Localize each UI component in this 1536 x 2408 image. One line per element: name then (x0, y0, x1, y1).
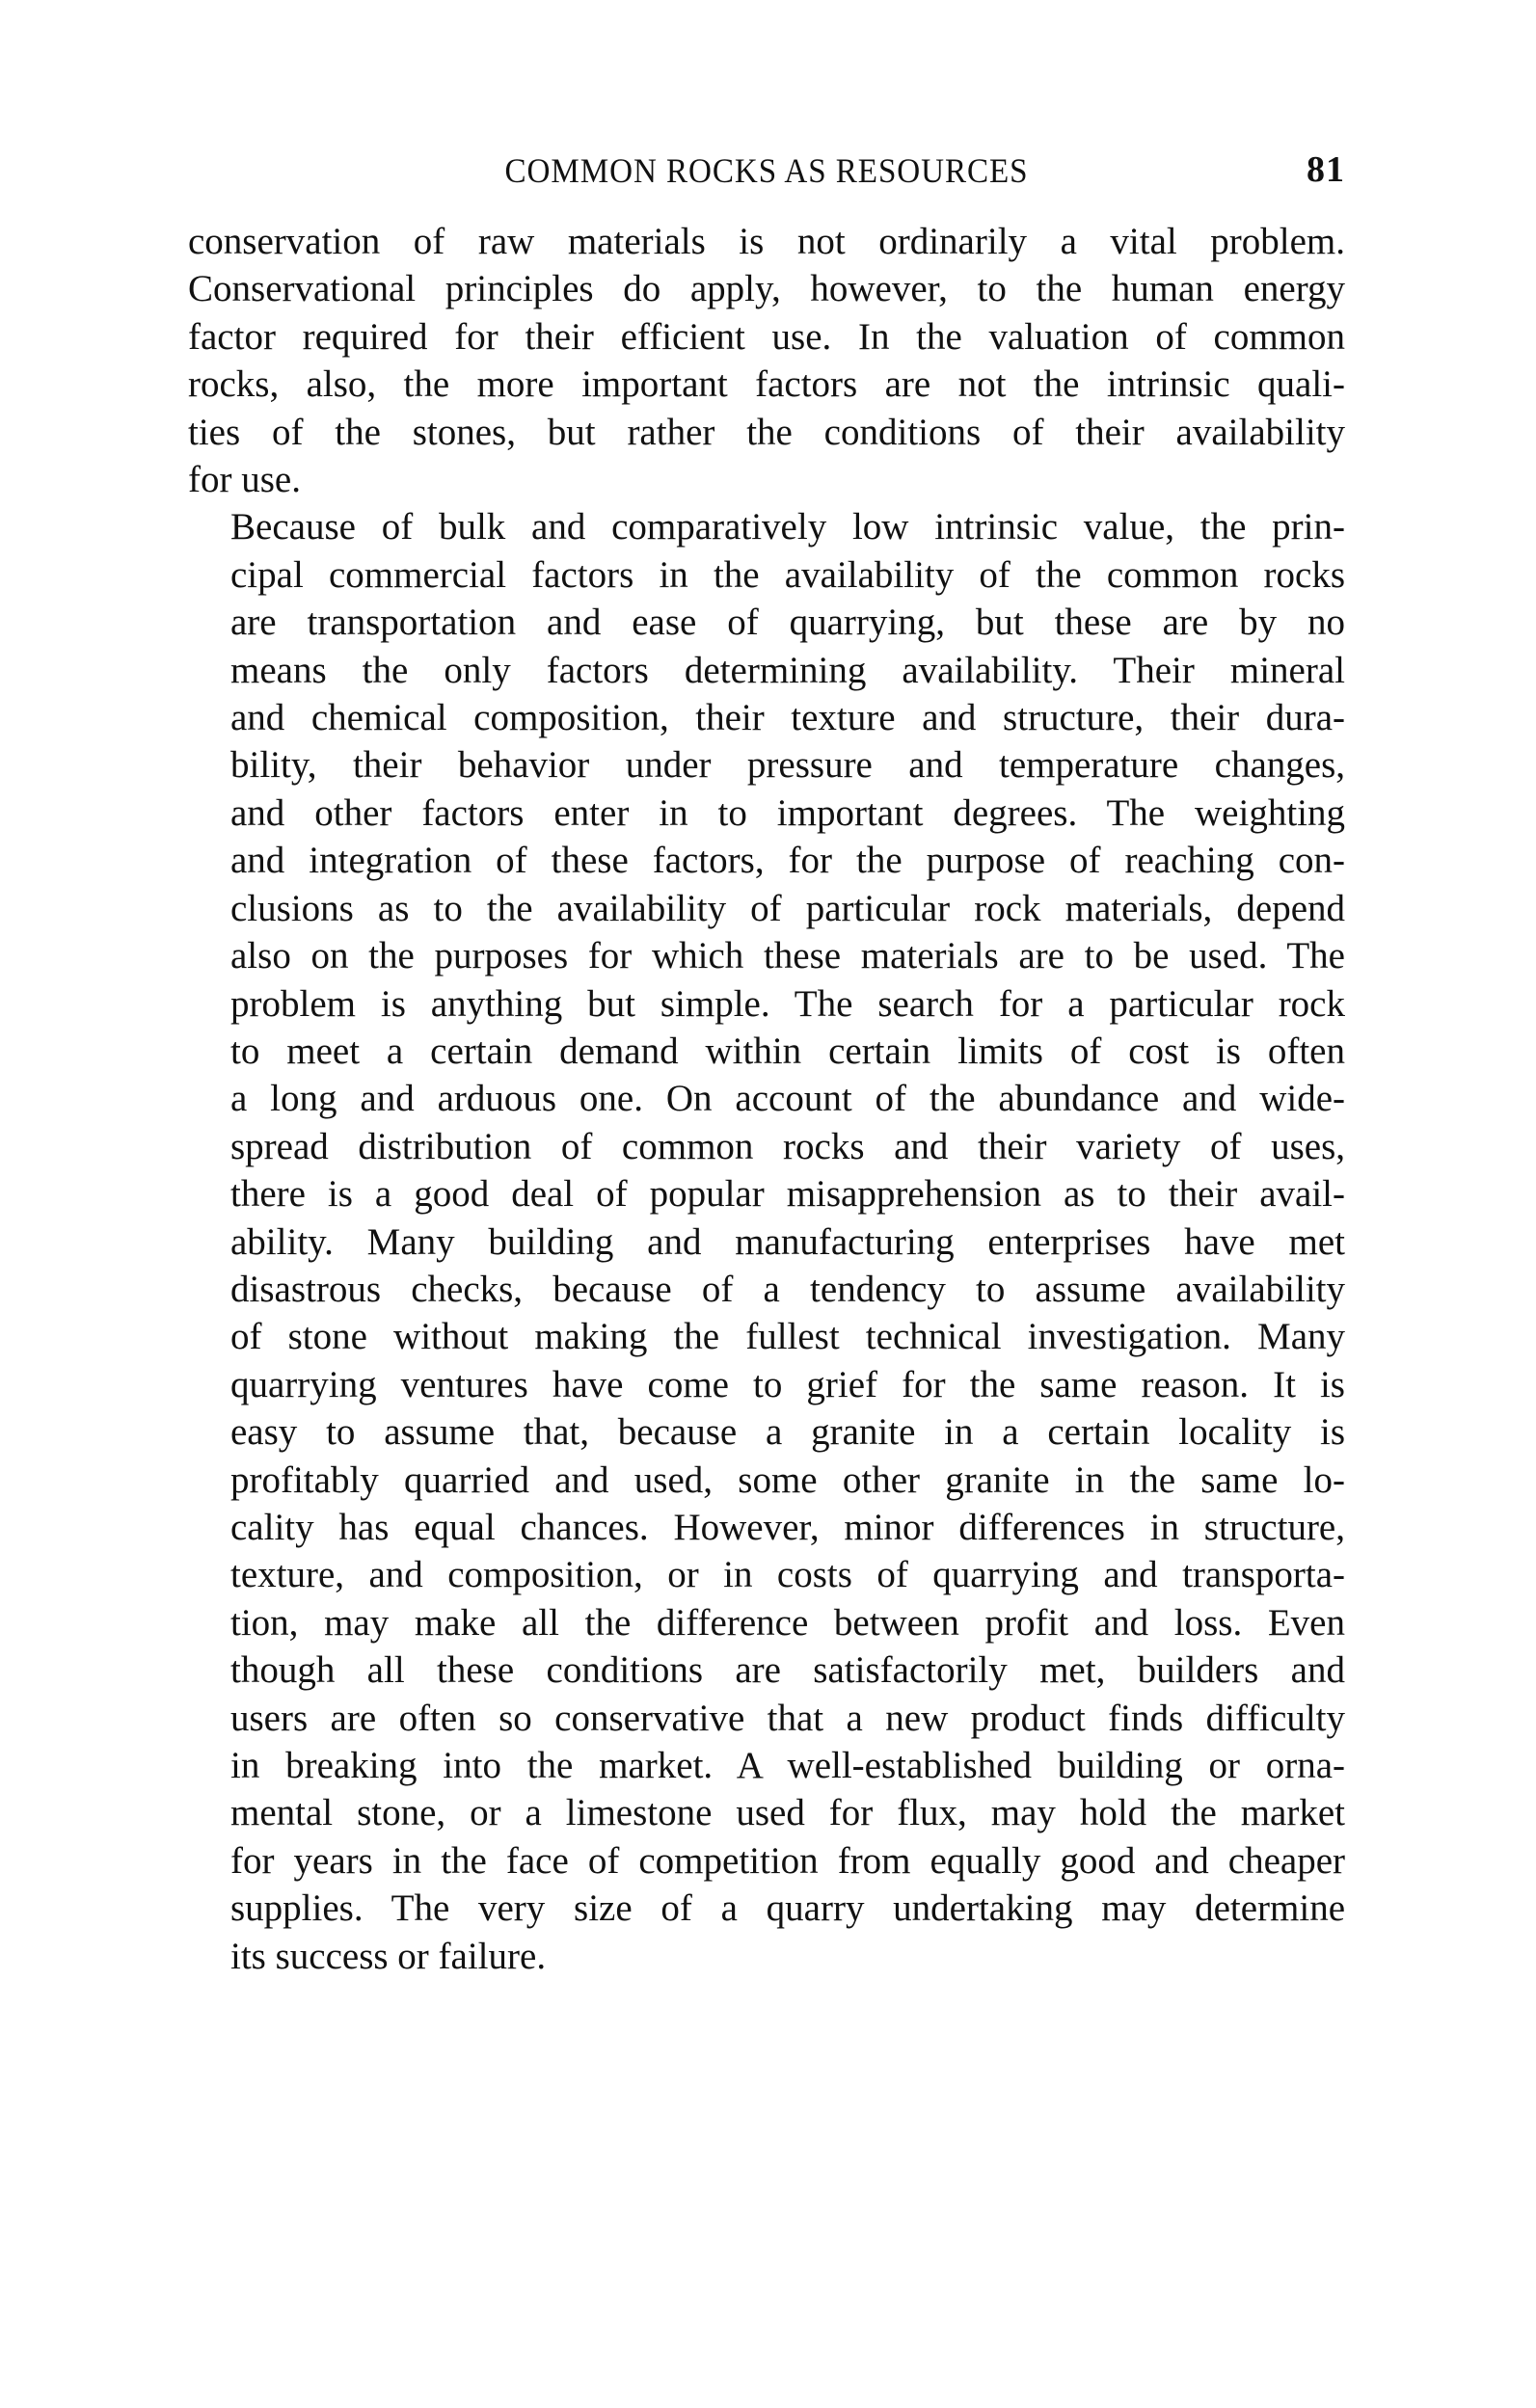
text-line: and integration of these factors, for the purpose of reaching con- (230, 840, 1345, 882)
text-line: bility, their behavior under pressure and temperature changes, (230, 744, 1345, 787)
text-line: easy to assume that, because a granite in a certain locality is (230, 1411, 1345, 1454)
text-line: are transportation and ease of quarrying, but these are by no (230, 602, 1345, 644)
text-line: its success or failure. (230, 1935, 547, 1977)
text-line: users are often so conservative that a new product finds difficulty (230, 1697, 1345, 1739)
text-line: cipal commercial factors in the availability of the common rocks (230, 553, 1345, 596)
text-line: profitably quarried and used, some other granite in the same lo- (230, 1458, 1345, 1501)
text-line: spread distribution of common rocks and their variety of uses, (230, 1125, 1345, 1167)
text-line: clusions as to the availability of particular rock materials, depend (230, 887, 1345, 929)
text-line: in breaking into the market. A well-established building or orna- (230, 1745, 1345, 1786)
text-line: of stone without making the fullest technical investigation. Many (230, 1316, 1345, 1358)
text-line: tion, may make all the difference between profit and loss. Even (230, 1601, 1345, 1644)
text-line: and other factors enter in to important degrees. The weighting (230, 791, 1345, 834)
text-line: mental stone, or a limestone used for flux, may hold the market (230, 1792, 1345, 1834)
text-line: for years in the face of competition from equally good and cheaper (230, 1839, 1345, 1882)
text-line: to meet a certain demand within certain limits of cost is often (230, 1030, 1345, 1072)
text-line: supplies. The very size of a quarry undertaking may determine (230, 1887, 1345, 1930)
text-line: cality has equal chances. However, minor differences in structure, (230, 1506, 1345, 1548)
text-line: texture, and composition, or in costs of quarrying and transporta- (230, 1554, 1345, 1596)
text-line: there is a good deal of popular misapprehension as to their avail- (230, 1173, 1345, 1216)
text-line: disastrous checks, because of a tendency to assume availability (230, 1268, 1345, 1310)
text-line: and chemical composition, their texture and structure, their dura- (230, 697, 1345, 739)
running-head (188, 143, 1345, 197)
page-number: 81 (1307, 149, 1345, 190)
text-line: factor required for their efficient use. In the valuation of common (188, 315, 1345, 358)
text-line: for use. (188, 459, 301, 501)
text-line: rocks, also, the more important factors are not the intrinsic quali- (188, 363, 1345, 406)
text-line: also on the purposes for which these materials are to be used. The (230, 935, 1345, 977)
text-line: though all these conditions are satisfactorily met, builders and (230, 1649, 1345, 1692)
text-line: Conservational principles do apply, however, to the human energy (188, 268, 1345, 310)
text-line: a long and arduous one. On account of the abundance and wide- (230, 1078, 1345, 1120)
text-line: ties of the stones, but rather the conditions of their availability (188, 411, 1345, 453)
book-page (188, 143, 1345, 1980)
text-line: ability. Many building and manufacturing enterprises have met (230, 1220, 1345, 1263)
running-title: COMMON ROCKS AS RESOURCES (504, 151, 1029, 190)
text-line: means the only factors determining availability. Their mineral (230, 649, 1345, 691)
paragraph (188, 503, 1345, 1980)
text-line: quarrying ventures have come to grief for the same reason. It is (230, 1363, 1345, 1405)
text-line: problem is anything but simple. The search for a particular rock (230, 982, 1345, 1025)
text-line: Because of bulk and comparatively low intrinsic value, the prin- (230, 506, 1345, 548)
paragraph (188, 218, 1345, 503)
body-text (188, 218, 1345, 1980)
text-line: conservation of raw materials is not ordinarily a vital problem. (188, 221, 1345, 262)
